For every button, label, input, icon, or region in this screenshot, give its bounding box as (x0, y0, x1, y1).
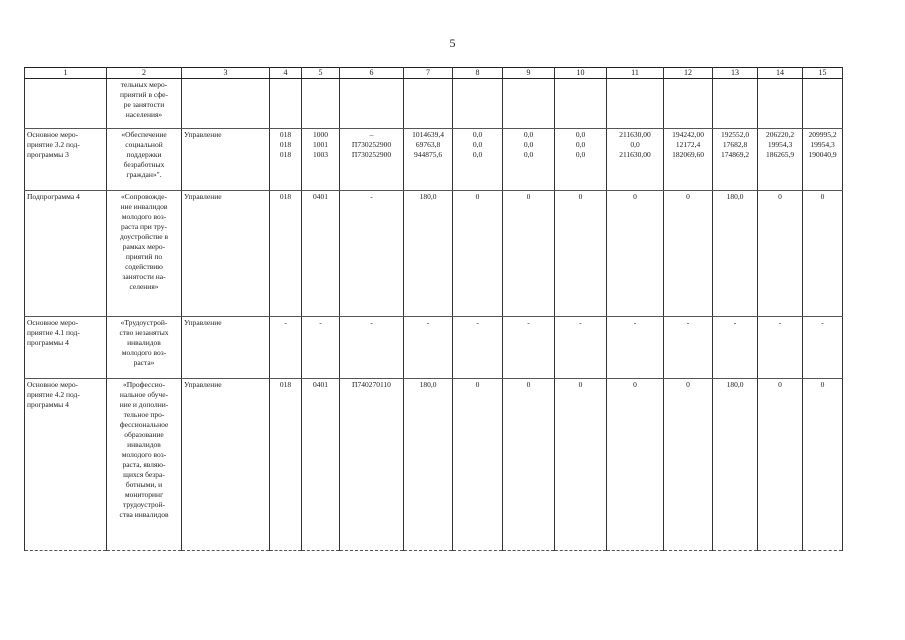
value-cell (758, 191, 803, 317)
cell-line: тельных меро- (120, 80, 168, 89)
cell-value: 0 (526, 192, 531, 201)
cell-value: 180,0 (419, 192, 437, 201)
cell-value: 0,0 (575, 150, 586, 159)
cell-value: 018 (279, 140, 292, 149)
value-cell (404, 379, 453, 551)
value-cell (758, 129, 803, 191)
cell-value: 19954,3 (767, 140, 793, 149)
table-row (25, 129, 843, 191)
cell-value: - (579, 318, 582, 327)
cell-line: молодого воз- (121, 212, 167, 221)
cell-value: 0 (820, 380, 825, 389)
cell-value: 12172,4 (675, 140, 701, 149)
cell-line: мониторинг (124, 490, 164, 499)
cell-value: 1000 (313, 130, 328, 139)
cell-value: 180,0 (726, 380, 744, 389)
column-header: 6 (340, 68, 404, 79)
value-cell (453, 191, 503, 317)
cell-value: 0,0 (523, 130, 534, 139)
cell-line: приятие 4.1 под- (27, 328, 80, 337)
value-cell (340, 79, 404, 129)
cell-line: программы 4 (27, 400, 69, 409)
column-header: 13 (713, 68, 758, 79)
cell-line: приятие 4.2 под- (27, 390, 80, 399)
value-cell (404, 317, 453, 379)
column-header: 8 (453, 68, 503, 79)
program-name-cell (25, 317, 107, 379)
cell-line: Управление (184, 380, 222, 389)
cell-value: 180,0 (419, 380, 437, 389)
value-cell (270, 191, 302, 317)
cell-value: - (370, 318, 373, 327)
cell-line: Основное меро- (27, 318, 79, 327)
cell-value: 0,0 (630, 140, 640, 149)
value-cell (758, 379, 803, 551)
column-header: 2 (107, 68, 182, 79)
cell-value: 211630,00 (619, 130, 651, 139)
cell-line: Подпрограмма 4 (27, 192, 80, 201)
value-cell (302, 79, 340, 129)
cell-line: ние инвалидов (120, 202, 168, 211)
cell-value: 018 (279, 380, 292, 389)
cell-line: ние и дополни- (119, 400, 169, 409)
cell-line: рамках меро- (122, 242, 166, 251)
value-cell (758, 317, 803, 379)
cell-value: 0,0 (523, 140, 534, 149)
measure-name-cell (107, 379, 182, 551)
cell-value: – (369, 130, 374, 139)
executor-cell (182, 379, 270, 551)
cell-line: занятости на- (122, 272, 166, 281)
value-cell (503, 379, 555, 551)
cell-line: «Сопровожде- (121, 192, 167, 201)
cell-value: 018 (279, 150, 292, 159)
cell-line: населения» (125, 110, 163, 119)
value-cell (664, 79, 713, 129)
page-number: 5 (449, 36, 456, 50)
cell-line: ботными, и (125, 480, 163, 489)
value-cell (607, 379, 664, 551)
value-cell (664, 317, 713, 379)
program-name-cell (25, 191, 107, 317)
column-header: 7 (404, 68, 453, 79)
cell-value: 018 (279, 130, 292, 139)
cell-line: поддержки (126, 150, 162, 159)
measure-name-cell (107, 191, 182, 317)
value-cell (713, 379, 758, 551)
cell-value: - (778, 318, 782, 327)
cell-value: П730252900 (351, 140, 392, 149)
cell-line: «Обеспечение (121, 130, 167, 139)
value-cell (404, 129, 453, 191)
executor-cell (182, 129, 270, 191)
cell-value: 0 (475, 192, 480, 201)
value-cell (607, 317, 664, 379)
value-cell (404, 79, 453, 129)
cell-value: 174869,2 (720, 150, 750, 159)
cell-value: - (821, 318, 824, 327)
measure-name-cell (107, 317, 182, 379)
cell-line: инвалидов (127, 440, 161, 449)
cell-value: - (686, 318, 690, 327)
cell-value: 69763,8 (415, 140, 441, 149)
value-cell (340, 129, 404, 191)
program-name-cell (25, 379, 107, 551)
cell-value: П740270110 (352, 380, 391, 389)
cell-value: 1003 (313, 150, 328, 159)
cell-line: «Профессио- (123, 380, 165, 389)
cell-value: 211630,00 (619, 150, 651, 159)
program-name-cell (25, 79, 107, 129)
value-cell (607, 129, 664, 191)
value-cell (664, 379, 713, 551)
budget-table (24, 67, 843, 551)
value-cell (555, 379, 607, 551)
cell-value: 182069,60 (672, 150, 704, 159)
cell-line: тельное про- (123, 410, 165, 419)
value-cell (302, 129, 340, 191)
cell-value: 018 (279, 192, 292, 201)
value-cell (302, 379, 340, 551)
value-cell (555, 317, 607, 379)
cell-value: 1014639,4 (412, 130, 444, 139)
value-cell (803, 317, 843, 379)
cell-line: содействию (125, 262, 163, 271)
cell-value: 0401 (313, 192, 328, 201)
cell-line: приятий в сфе- (120, 90, 168, 99)
value-cell (758, 79, 803, 129)
value-cell (503, 129, 555, 191)
cell-line: Основное меро- (27, 380, 79, 389)
cell-value: 19954,3 (810, 140, 835, 149)
value-cell (503, 191, 555, 317)
value-cell (664, 129, 713, 191)
cell-line: программы 3 (27, 150, 69, 159)
cell-line: раста» (133, 358, 155, 367)
cell-line: ства инвалидов (119, 510, 169, 519)
cell-value: 192552,0 (720, 130, 750, 139)
cell-value: 0 (578, 192, 583, 201)
cell-line: приятий по (125, 252, 163, 261)
table-row (25, 191, 843, 317)
cell-line: инвалидов (127, 338, 161, 347)
value-cell (803, 191, 843, 317)
cell-value: 0401 (313, 380, 328, 389)
column-header: 11 (607, 68, 664, 79)
table-row (25, 379, 843, 551)
value-cell (803, 379, 843, 551)
cell-value: 194242,00 (672, 130, 704, 139)
column-header: 3 (182, 68, 270, 79)
cell-value: 186265,9 (765, 150, 795, 159)
cell-value: 0,0 (472, 130, 483, 139)
program-name-cell (25, 129, 107, 191)
value-cell (713, 191, 758, 317)
value-cell (453, 129, 503, 191)
column-header: 5 (302, 68, 340, 79)
value-cell (270, 79, 302, 129)
cell-value: 206220,2 (765, 130, 795, 139)
cell-line: молодого воз- (121, 348, 167, 357)
cell-value: - (319, 318, 322, 327)
value-cell (607, 79, 664, 129)
value-cell (555, 191, 607, 317)
value-cell (340, 191, 404, 317)
table-row (25, 317, 843, 379)
value-cell (713, 79, 758, 129)
cell-value: 0,0 (472, 150, 483, 159)
cell-line: Основное меро- (27, 130, 79, 139)
cell-value: П730252900 (351, 150, 392, 159)
value-cell (302, 191, 340, 317)
cell-line: раста, являю- (122, 460, 166, 469)
cell-value: 0 (578, 380, 583, 389)
cell-value: - (476, 318, 479, 327)
value-cell (503, 79, 555, 129)
value-cell (302, 317, 340, 379)
value-cell (555, 79, 607, 129)
column-header: 9 (503, 68, 555, 79)
cell-value: 944875,6 (413, 150, 443, 159)
column-header: 14 (758, 68, 803, 79)
cell-line: Управление (184, 192, 222, 201)
cell-line: Управление (184, 130, 222, 139)
cell-line: безработных (123, 160, 165, 169)
value-cell (555, 129, 607, 191)
cell-line: молодого воз- (121, 450, 167, 459)
cell-line: социальной (125, 140, 163, 149)
cell-value: 0 (820, 192, 825, 201)
header-row (25, 68, 843, 79)
cell-value: 1001 (313, 140, 328, 149)
cell-line: образование (124, 430, 164, 439)
value-cell (340, 317, 404, 379)
cell-line: фессиональное (119, 420, 169, 429)
column-header: 15 (803, 68, 843, 79)
cell-value: 17682,8 (722, 140, 748, 149)
executor-cell (182, 79, 270, 129)
cell-line: приятие 3.2 под- (27, 140, 80, 149)
cell-value: 0 (475, 380, 480, 389)
cell-value: 0,0 (472, 140, 483, 149)
value-cell (803, 129, 843, 191)
column-header: 10 (555, 68, 607, 79)
cell-value: - (426, 318, 430, 327)
cell-line: ство незанятых (119, 328, 169, 337)
value-cell (713, 129, 758, 191)
value-cell (270, 317, 302, 379)
value-cell (607, 191, 664, 317)
column-header: 1 (25, 68, 107, 79)
cell-line: Управление (184, 318, 222, 327)
cell-value: 0 (633, 380, 637, 389)
value-cell (803, 79, 843, 129)
cell-value: 0,0 (575, 130, 586, 139)
cell-value: 0 (686, 380, 690, 389)
value-cell (453, 79, 503, 129)
cell-value: 0,0 (575, 140, 586, 149)
value-cell (270, 379, 302, 551)
measure-name-cell (107, 129, 182, 191)
cell-value: 0 (526, 380, 531, 389)
executor-cell (182, 317, 270, 379)
table-row (25, 79, 843, 129)
measure-name-cell (107, 79, 182, 129)
cell-line: раста при тру- (121, 222, 167, 231)
executor-cell (182, 191, 270, 317)
cell-value: - (527, 318, 530, 327)
cell-line: доустройстве в (119, 232, 169, 241)
cell-value: 209995,2 (808, 130, 837, 139)
cell-value: - (370, 192, 373, 201)
value-cell (453, 317, 503, 379)
value-cell (404, 191, 453, 317)
cell-line: программы 4 (27, 338, 69, 347)
cell-line: «Трудоустрой- (120, 318, 168, 327)
cell-line: селения» (129, 282, 159, 291)
cell-value: 190040,9 (808, 150, 837, 159)
column-header: 4 (270, 68, 302, 79)
cell-line: ре занятости (123, 100, 165, 109)
cell-value: 0 (778, 380, 782, 389)
cell-value: 0,0 (523, 150, 534, 159)
value-cell (503, 317, 555, 379)
cell-value: - (633, 318, 637, 327)
cell-value: 0 (778, 192, 782, 201)
column-header: 12 (664, 68, 713, 79)
cell-line: граждан»". (126, 170, 162, 179)
cell-value: - (733, 318, 737, 327)
cell-line: нальное обуче- (119, 390, 169, 399)
cell-value: 180,0 (726, 192, 744, 201)
value-cell (270, 129, 302, 191)
value-cell (664, 191, 713, 317)
value-cell (713, 317, 758, 379)
cell-value: - (284, 318, 287, 327)
cell-line: щихся безра- (123, 470, 165, 479)
value-cell (453, 379, 503, 551)
value-cell (340, 379, 404, 551)
cell-value: 0 (633, 192, 637, 201)
cell-line: трудоустрой- (122, 500, 166, 509)
cell-value: 0 (686, 192, 690, 201)
